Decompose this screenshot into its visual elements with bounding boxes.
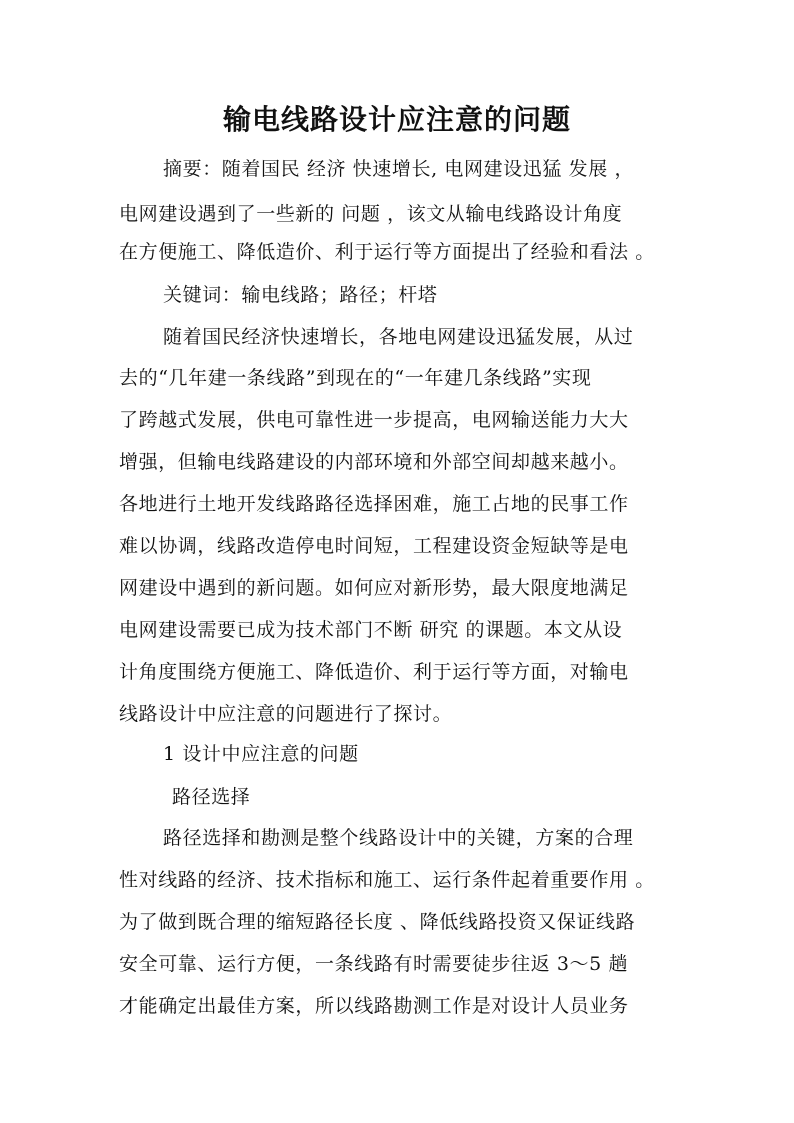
paragraph-line: 性对线路的经济、技术指标和施工、运行条件起着重要作用 。 (119, 869, 655, 891)
subsection-heading: 路径选择 (172, 786, 251, 808)
paragraph-line: 计角度围绕方便施工、降低造价、利于运行等方面，对输电 (119, 661, 629, 683)
paragraph-line: 去的“几年建一条线路”到现在的“一年建几条线路”实现 (119, 367, 592, 389)
paragraph-line: 线路设计中应注意的问题进行了探讨。 (119, 703, 453, 725)
paragraph-line: 网建设中遇到的新问题。如何应对新形势，最大限度地满足 (119, 577, 629, 599)
paragraph-line: 随着国民经济快速增长，各地电网建设迅猛发展，从过 (163, 326, 634, 348)
paragraph-line: 才能确定出最佳方案，所以线路勘测工作是对设计人员业务 (119, 995, 629, 1017)
abstract-line: 在方便施工、降低造价、利于运行等方面提出了经验和看法 。 (119, 241, 655, 263)
section-heading: 1 设计中应注意的问题 (163, 743, 359, 765)
paragraph-line: 了跨越式发展，供电可靠性进一步提高，电网输送能力大大 (119, 409, 629, 431)
paragraph-line: 为了做到既合理的缩短路径长度 、降低线路投资又保证线路 (119, 911, 636, 933)
abstract-line: 电网建设遇到了一些新的 问题 ，该文从输电线路设计角度 (119, 203, 623, 225)
paragraph-line: 电网建设需要已成为技术部门不断 研究 的课题。本文从设 (119, 619, 623, 641)
abstract-line: 摘要：随着国民 经济 快速增长, 电网建设迅猛 发展 ， (163, 158, 635, 180)
paragraph-line: 各地进行土地开发线路路径选择困难，施工占地的民事工作 (119, 493, 629, 515)
keywords-line: 关键词：输电线路；路径；杆塔 (163, 284, 438, 306)
paragraph-line: 安全可靠、运行方便，一条线路有时需要徒步往返 3～5 趟 (119, 953, 629, 975)
paragraph-line: 增强，但输电线路建设的内部环境和外部空间却越来越小。 (119, 451, 629, 473)
paragraph-line: 路径选择和勘测是整个线路设计中的关键，方案的合理 (163, 827, 634, 849)
page-title: 输电线路设计应注意的问题 (222, 103, 571, 136)
paragraph-line: 难以协调，线路改造停电时间短，工程建设资金短缺等是电 (119, 535, 629, 557)
